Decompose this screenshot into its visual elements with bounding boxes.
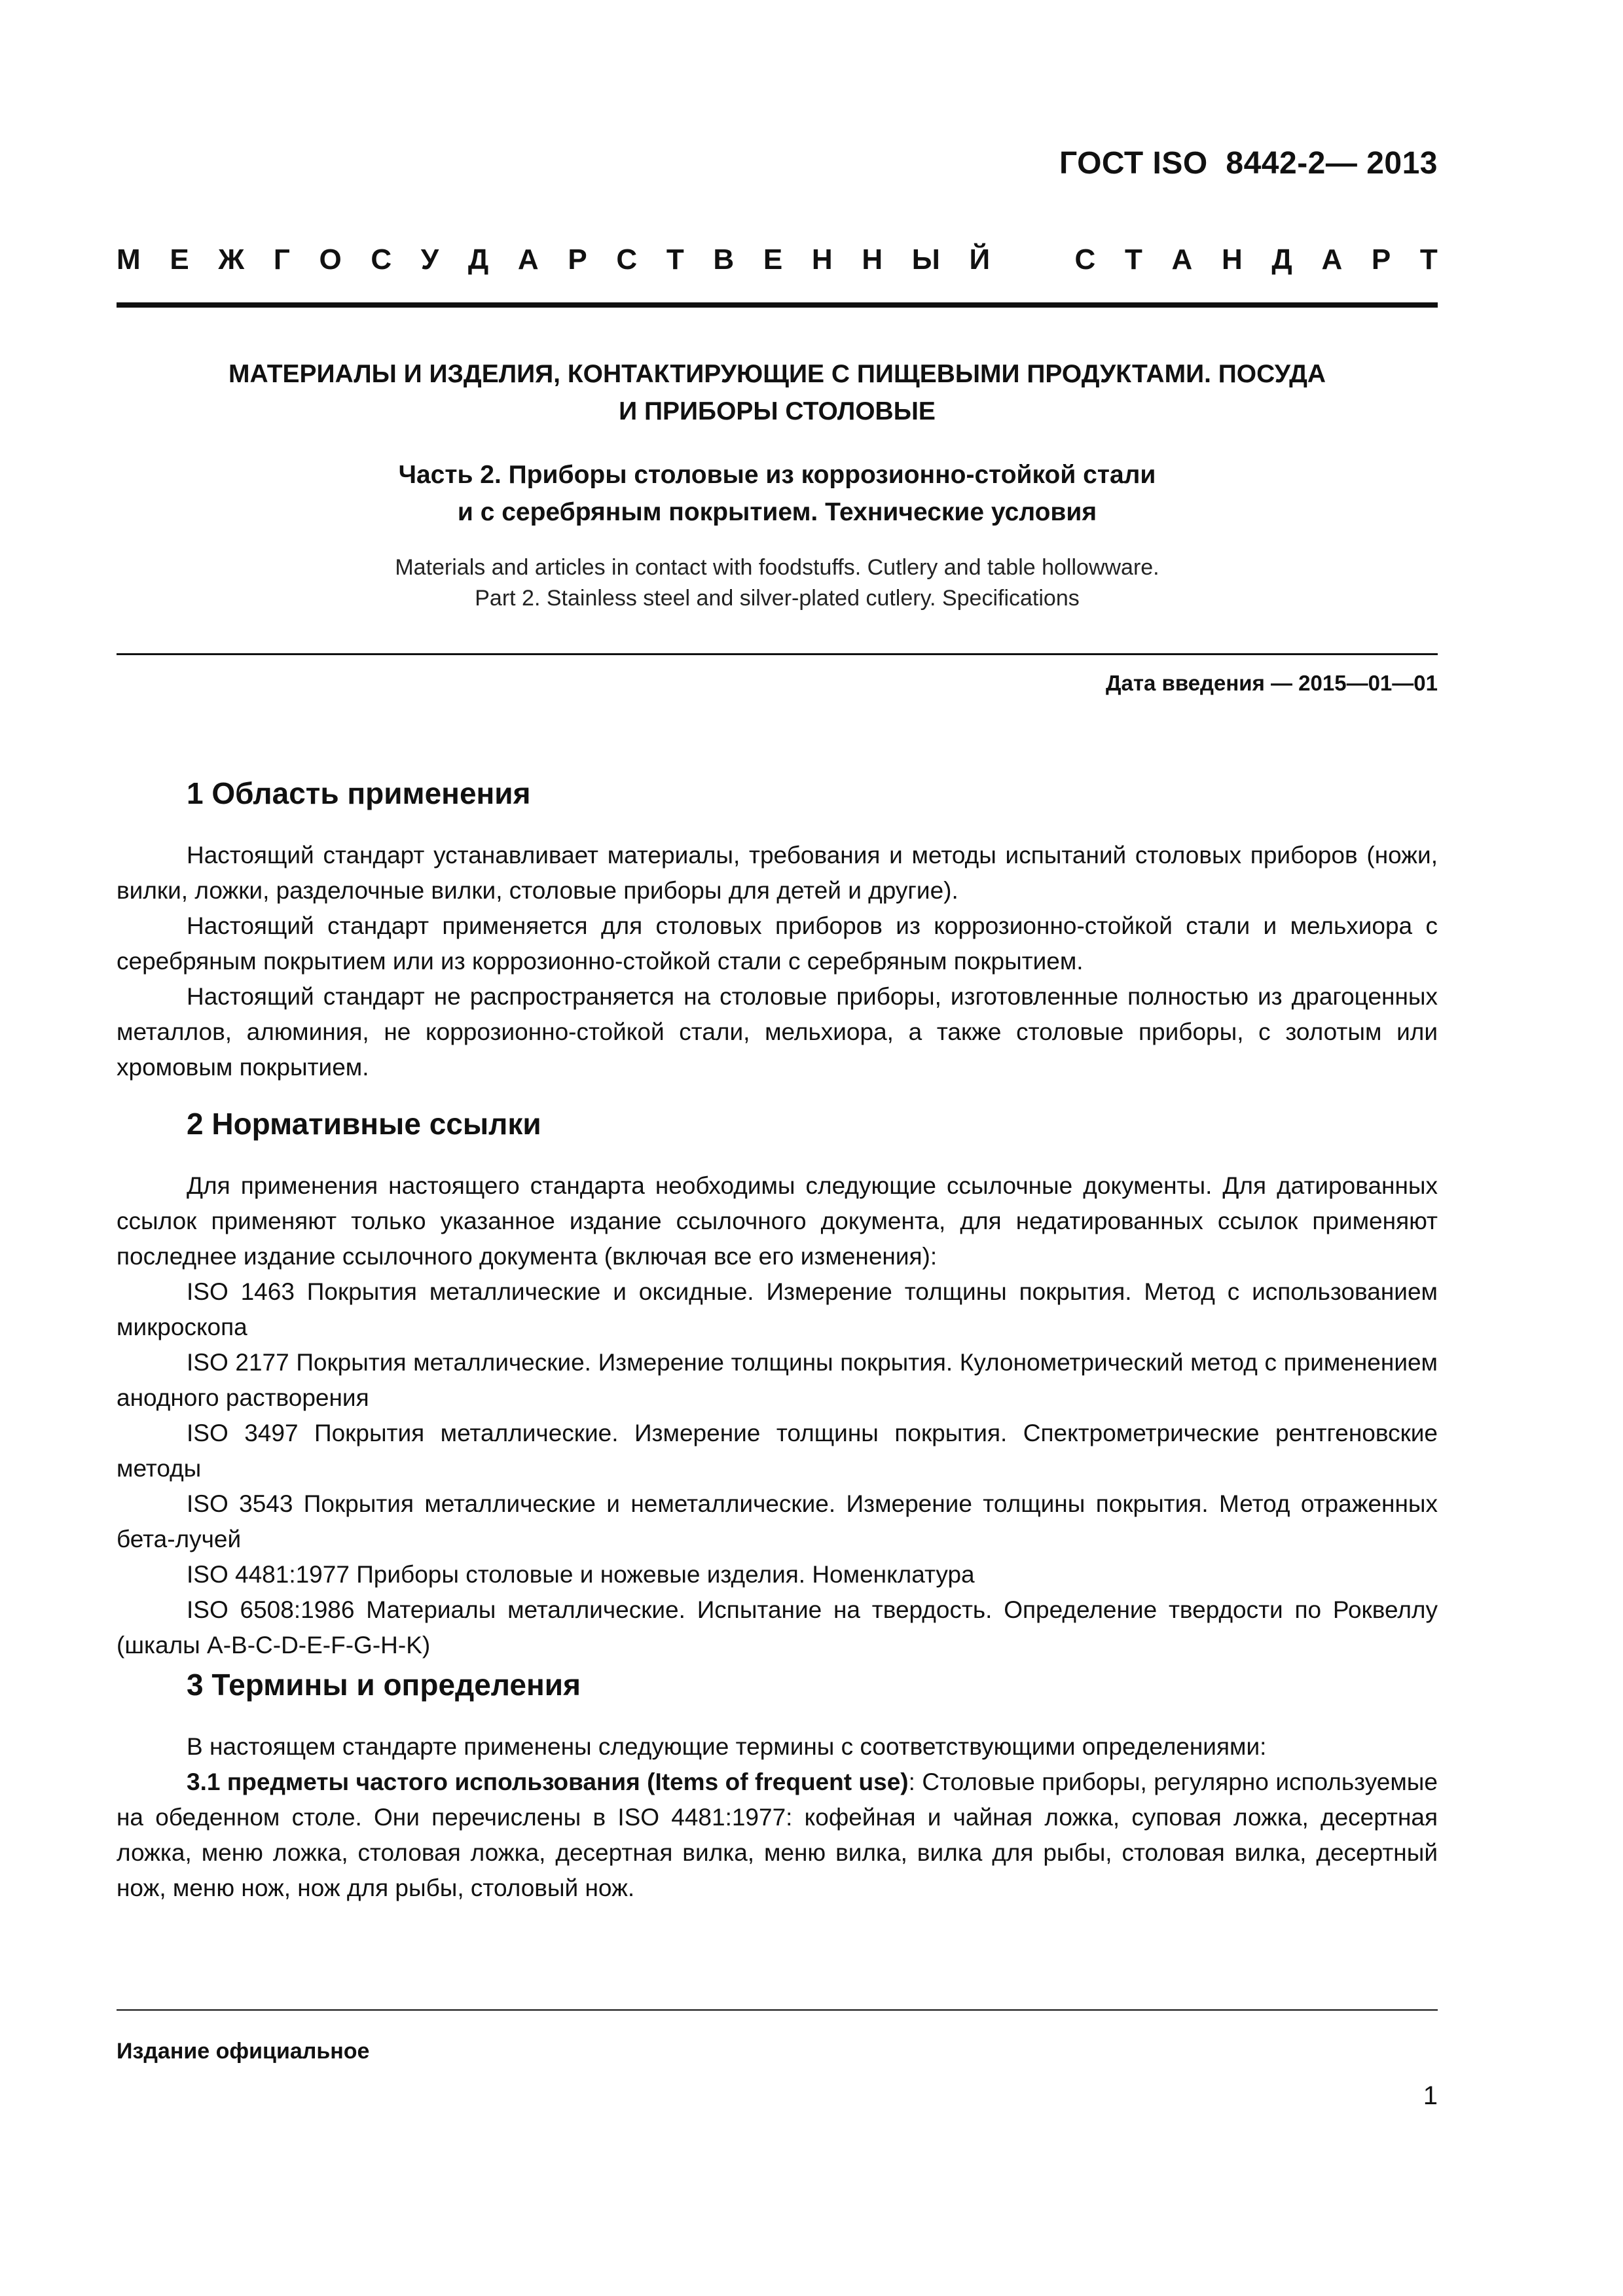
banner-letter: А: [517, 243, 539, 276]
english-title: [117, 552, 1438, 614]
banner-letter: Р: [1371, 243, 1391, 276]
banner-letter: М: [117, 243, 141, 276]
paragraph: Настоящий стандарт не распространяется на столовые приборы, изготовленные полностью из драгоценных металлов, алюминия, не коррозионно-стойкой стали, мельхиора, а также столовые приборы, с золотым или хромовым покрытием.: [117, 983, 1438, 1081]
standard-banner: [117, 243, 1438, 276]
banner-letter: Н: [862, 243, 883, 276]
official-edition-label: Издание официальное: [117, 2039, 370, 2064]
banner-letter: Е: [763, 243, 783, 276]
banner-letter: О: [319, 243, 342, 276]
banner-letter: Й: [969, 243, 991, 276]
banner-letter: Т: [1419, 243, 1438, 276]
section-heading: 3 Термины и определения: [187, 1668, 581, 1702]
banner-letter: С: [371, 243, 392, 276]
banner-letter: Т: [1124, 243, 1142, 276]
english-title-line: Part 2. Stainless steel and silver-plated cutlery. Specifications: [475, 586, 1080, 611]
section-terms: [117, 1665, 1438, 1906]
title-rule: [117, 653, 1438, 655]
english-title-line: Materials and articles in contact with foodstuffs. Cutlery and table hollowware.: [395, 555, 1159, 580]
document-page: [117, 0, 1438, 2296]
title-line: И ПРИБОРЫ СТОЛОВЫЕ: [619, 397, 936, 425]
reference-item: ISO 3543 Покрытия металлические и неметаллические. Измерение толщины покрытия. Метод отраженных бета-лучей: [117, 1490, 1438, 1552]
term-definition: [117, 1765, 1438, 1906]
reference-item: ISO 2177 Покрытия металлические. Измерение толщины покрытия. Кулонометрический метод с применением анодного растворения: [117, 1349, 1438, 1411]
reference-item: ISO 1463 Покрытия металлические и оксидные. Измерение толщины покрытия. Метод с использованием микроскопа: [117, 1278, 1438, 1340]
paragraph: Настоящий стандарт устанавливает материалы, требования и методы испытаний столовых приборов (ножи, вилки, ложки, разделочные вилки, столовые приборы для детей и другие).: [117, 842, 1438, 904]
page-number: 1: [1423, 2081, 1438, 2110]
reference-item: ISO 6508:1986 Материалы металлические. Испытание на твердость. Определение твердости по Роквеллу (шкалы A-B-C-D-E-F-G-H-K): [117, 1596, 1438, 1659]
document-subtitle: [117, 456, 1438, 531]
banner-letter: У: [420, 243, 439, 276]
reference-item: ISO 3497 Покрытия металлические. Измерение толщины покрытия. Спектрометрические рентгеновские методы: [117, 1420, 1438, 1482]
banner-letter: Е: [170, 243, 189, 276]
introduction-date: Дата введения — 2015—01—01: [1106, 671, 1438, 695]
banner-letter: А: [1321, 243, 1343, 276]
banner-letter: Р: [568, 243, 587, 276]
banner-letter: Д: [467, 243, 489, 276]
banner-letter: С: [616, 243, 638, 276]
footer-rule: [117, 2009, 1438, 2011]
header-rule: [117, 302, 1438, 308]
banner-letter: Ж: [218, 243, 245, 276]
banner-letter: Т: [666, 243, 684, 276]
banner-letter: А: [1171, 243, 1193, 276]
term-text: : Столовые приборы, регулярно используемые на обеденном столе. Они перечислены в ISO 4481:1977: кофейная и чайная ложка, суповая ложка, десертная ложка, меню ложка, столовая ложка, десертная вилка, меню вилка, вилка для рыбы, столовая вилка, десертный нож, меню нож, нож для рыбы, столовый нож.: [117, 1768, 1438, 1901]
reference-item: ISO 4481:1977 Приборы столовые и ножевые изделия. Номенклатура: [187, 1561, 975, 1588]
banner-letter: Д: [1271, 243, 1292, 276]
subtitle-line: Часть 2. Приборы столовые из коррозионно-стойкой стали: [398, 461, 1156, 489]
banner-letter: Н: [811, 243, 833, 276]
title-line: МАТЕРИАЛЫ И ИЗДЕЛИЯ, КОНТАКТИРУЮЩИЕ С ПИЩЕВЫМИ ПРОДУКТАМИ. ПОСУДА: [228, 360, 1326, 388]
banner-letter: Ы: [911, 243, 940, 276]
subtitle-line: и с серебряным покрытием. Технические условия: [457, 498, 1097, 526]
section-heading: 1 Область применения: [187, 776, 531, 810]
document-title: [117, 355, 1438, 430]
paragraph: В настоящем стандарте применены следующие термины с соответствующими определениями:: [187, 1733, 1267, 1760]
banner-letter: Н: [1221, 243, 1243, 276]
banner-gap: [1019, 243, 1046, 276]
banner-letter: В: [713, 243, 735, 276]
paragraph: Для применения настоящего стандарта необходимы следующие ссылочные документы. Для датированных ссылок применяют только указанное издание ссылочного документа, для недатированных ссылок применяют последнее издание ссылочного документа (включая все его изменения):: [117, 1172, 1438, 1270]
document-code: ГОСТ ISO 8442-2— 2013: [1059, 146, 1438, 181]
paragraph: Настоящий стандарт применяется для столовых приборов из коррозионно-стойкой стали и мельхиора с серебряным покрытием или из коррозионно-стойкой стали с серебряным покрытием.: [117, 912, 1438, 975]
section-scope: [117, 774, 1438, 1085]
term-label: 3.1 предметы частого использования (Items of frequent use): [187, 1768, 909, 1795]
section-references: [117, 1104, 1438, 1663]
section-heading: 2 Нормативные ссылки: [187, 1107, 541, 1141]
banner-letter: С: [1074, 243, 1096, 276]
banner-letter: Г: [273, 243, 290, 276]
